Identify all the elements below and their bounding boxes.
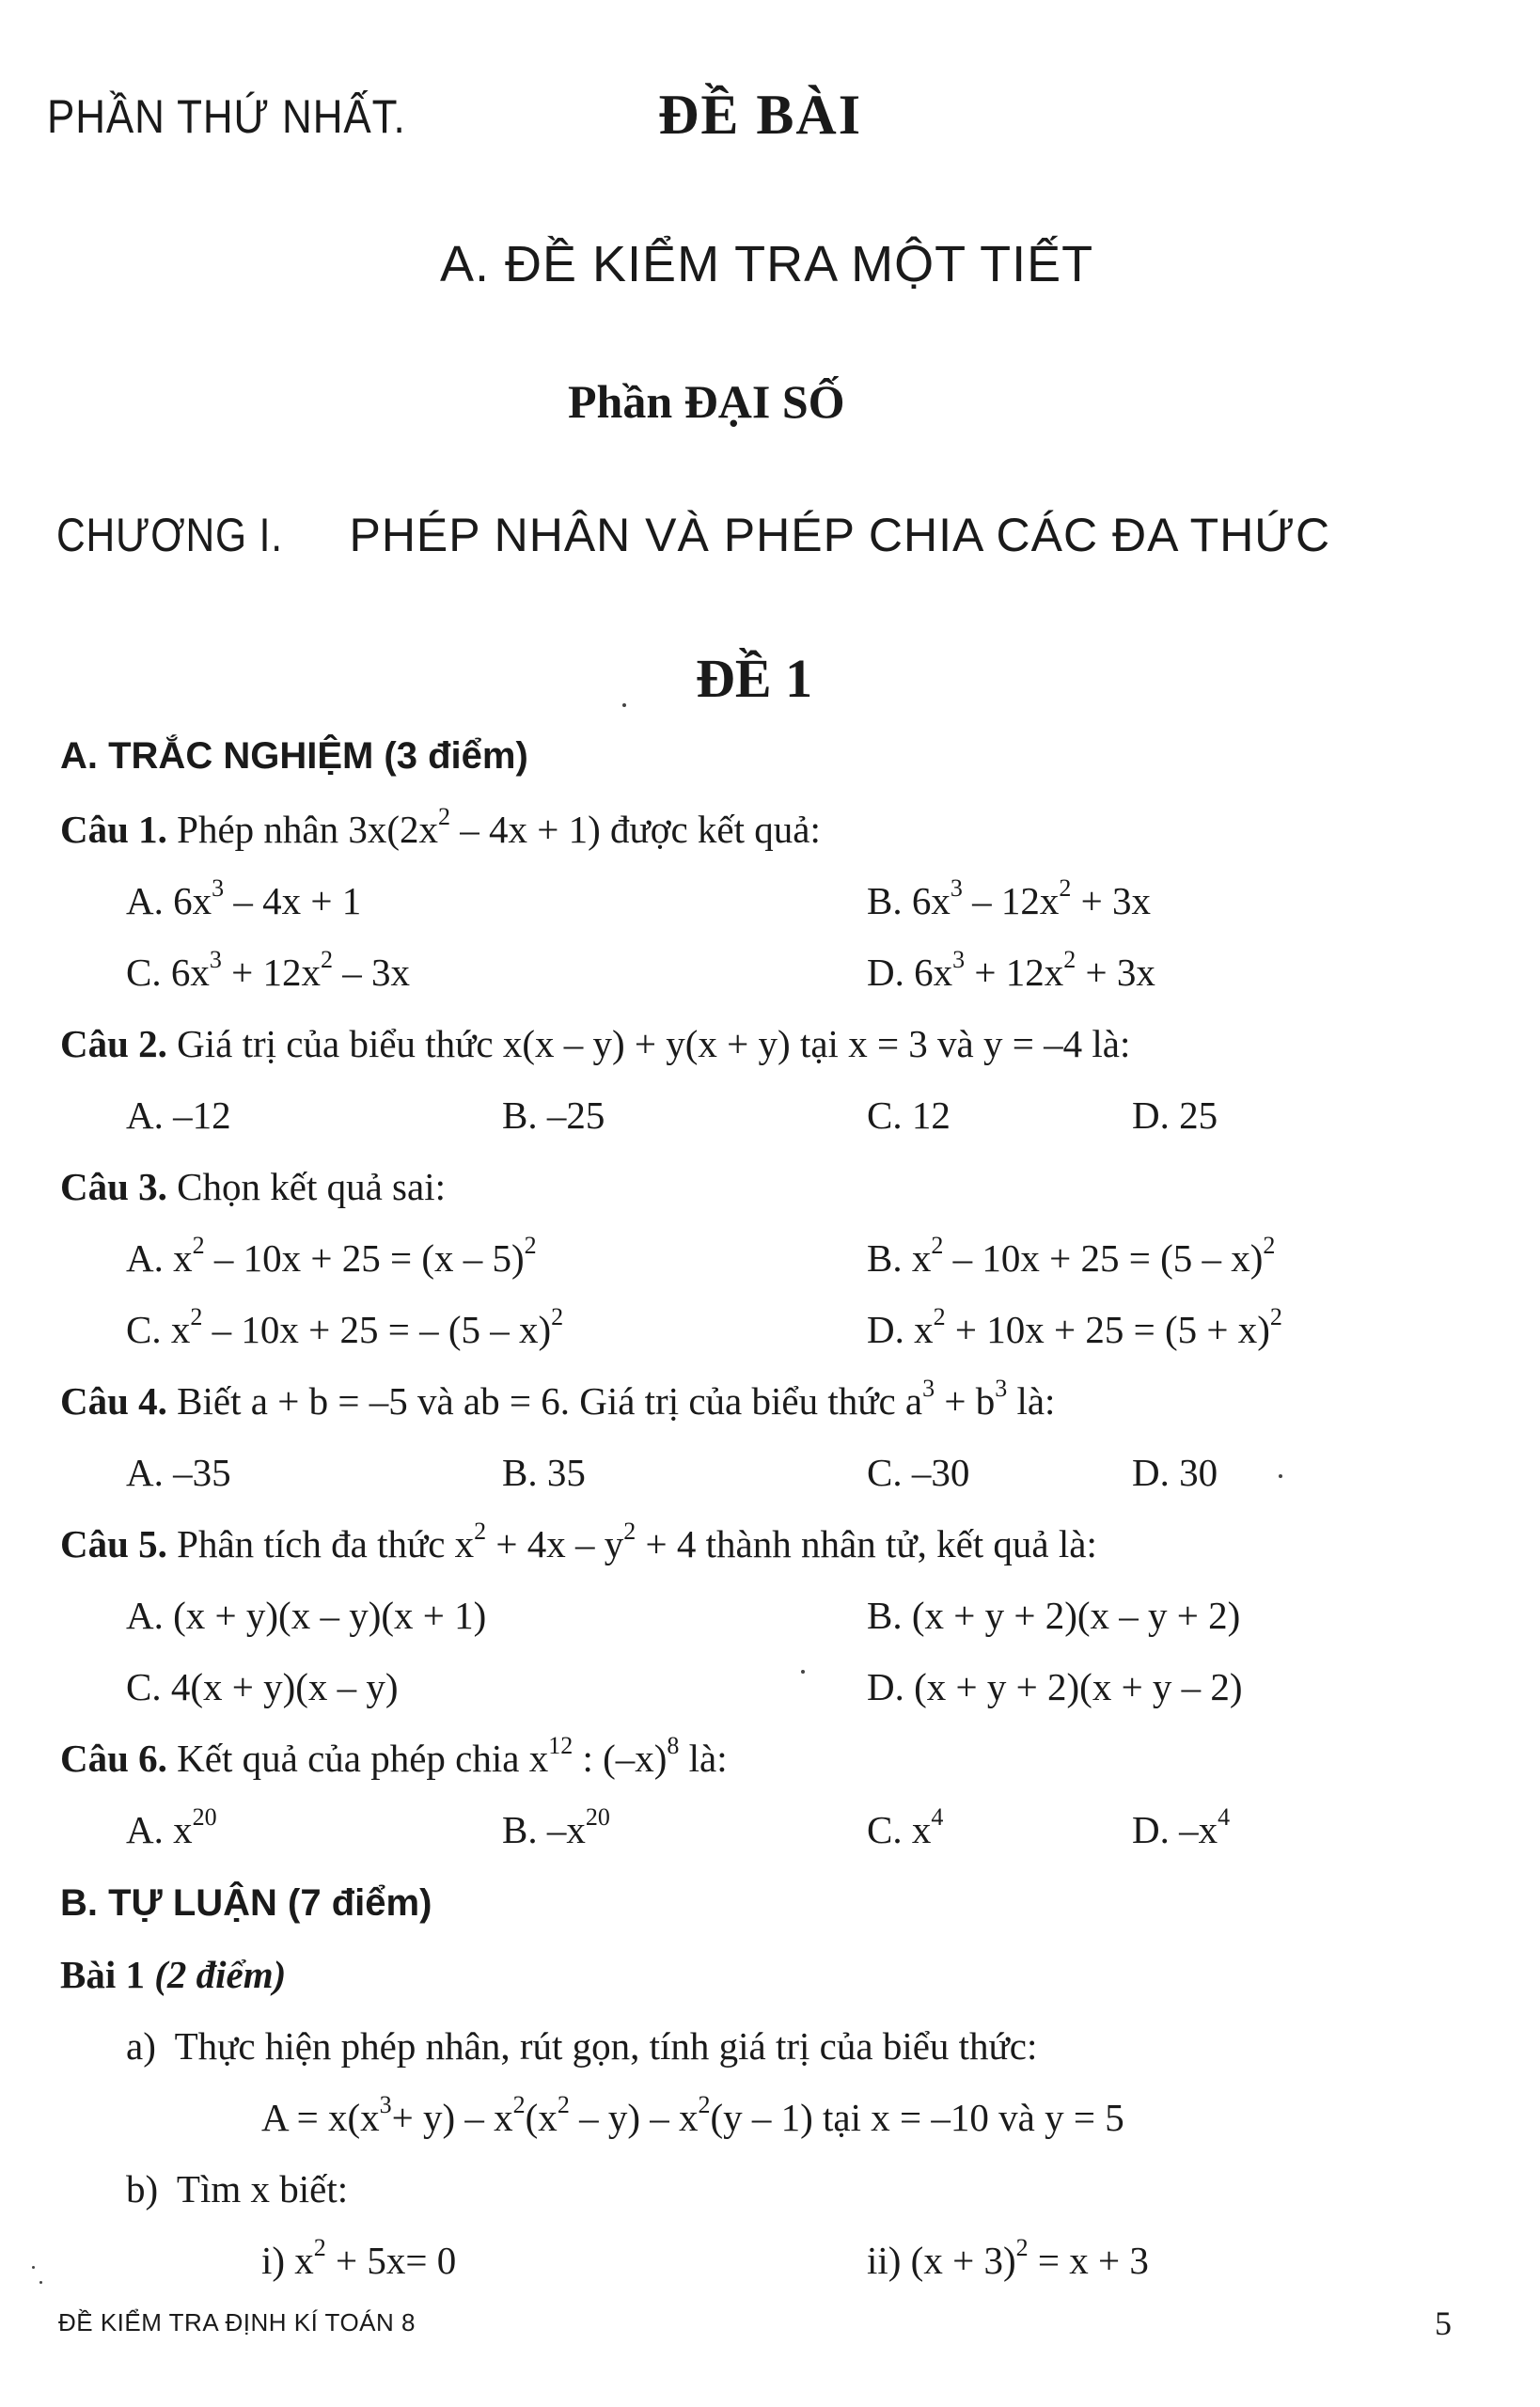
chapter-title: PHÉP NHÂN VÀ PHÉP CHIA CÁC ĐA THỨC: [349, 509, 1331, 561]
question-3: [60, 1164, 446, 1209]
question-6: [60, 1732, 728, 1781]
item-label: b): [126, 2167, 159, 2210]
q4-option-c: C. –30: [867, 1451, 970, 1494]
q2-option-d: D. 25: [1132, 1093, 1218, 1137]
question-label: Câu 3.: [60, 1165, 167, 1208]
exam-title: ĐỀ 1: [696, 648, 813, 709]
exercise-1-heading: [60, 1952, 286, 1997]
chapter-heading: [56, 508, 1330, 562]
question-text: Phân tích đa thức $x^2 + 4x - y^2 + 4$ thành nhân tử, kết quả là:: [177, 1518, 1097, 1565]
exercise-1a-expression: $A = x(x^3+ y) - x^2(x^2 - y) - x^2(y - 1)$ tại x = –10 và y = 5: [261, 2091, 1124, 2139]
page-number: 5: [1435, 2305, 1452, 2342]
exercise-label: Bài 1: [60, 1953, 145, 1996]
question-text: Biết a + b = –5 và ab = 6. Giá trị của biểu thức $a^3 + b^3$ là:: [177, 1375, 1056, 1423]
q1-option-d: D. $6x^3 + 12x^2 + 3x$: [867, 946, 1155, 994]
footer-book-title: ĐỀ KIỂM TRA ĐỊNH KÍ TOÁN 8: [58, 2308, 416, 2336]
q6-option-b: B. $-x^{20}$: [502, 1803, 610, 1851]
q5-option-a: A. (x + y)(x – y)(x + 1): [126, 1594, 487, 1637]
print-speck: [1279, 1474, 1282, 1478]
question-1: [60, 803, 821, 852]
q3-option-c: C. $x^2 - 10x + 25$ = – (5 – x)$^2$: [126, 1303, 564, 1351]
q2-option-b: B. –25: [502, 1093, 605, 1137]
exercise-1b-i: i) $x^2 + 5x= 0$: [261, 2234, 457, 2282]
q3-option-a: A. $x^2 - 10x + 25 = (x - 5)^2$: [126, 1232, 537, 1280]
q6-option-a: A. $x^{20}$: [126, 1803, 217, 1851]
q4-option-d: D. 30: [1132, 1451, 1218, 1494]
exercise-points: (2 điểm): [154, 1953, 287, 1996]
q2-option-c: C. 12: [867, 1093, 951, 1137]
question-label: Câu 4.: [60, 1379, 167, 1423]
question-5: [60, 1518, 1097, 1566]
page-title: ĐỀ BÀI: [658, 84, 863, 146]
q1-option-b: B. $6x^3 - 12x^2 + 3x$: [867, 874, 1151, 922]
multiple-choice-heading: A. TRẮC NGHIỆM (3 điểm): [60, 735, 528, 777]
item-text: Thực hiện phép nhân, rút gọn, tính giá trị của biểu thức:: [174, 2024, 1038, 2068]
question-label: Câu 2.: [60, 1022, 167, 1065]
q5-option-c: C. 4(x + y)(x – y): [126, 1665, 399, 1708]
essay-heading: B. TỰ LUẬN (7 điểm): [60, 1882, 432, 1924]
item-text: Tìm x biết:: [176, 2167, 349, 2210]
question-label: Câu 6.: [60, 1737, 167, 1780]
q4-option-a: A. –35: [126, 1451, 231, 1494]
question-label: Câu 1.: [60, 808, 167, 851]
q1-option-a: A. $6x^3 - 4x + 1$: [126, 874, 362, 922]
question-2: [60, 1021, 1130, 1066]
q5-option-d: D. (x + y + 2)(x + y – 2): [867, 1665, 1243, 1708]
chapter-number: CHƯƠNG I.: [56, 509, 283, 561]
print-speck: [801, 1670, 805, 1674]
q6-option-d: D. $-x^4$: [1132, 1803, 1231, 1851]
exercise-1a: [126, 2023, 1037, 2069]
item-label: a): [126, 2024, 156, 2068]
question-text: Giá trị của biểu thức x(x – y) + y(x + y) tại x = 3 và y = –4 là:: [177, 1022, 1131, 1065]
q1-option-c: C. $6x^3 + 12x^2 - 3x$: [126, 946, 410, 994]
question-4: [60, 1375, 1056, 1424]
q4-option-b: B. 35: [502, 1451, 586, 1494]
print-speck: [39, 2281, 42, 2284]
question-text: Kết quả của phép chia $x^{12}$ : $(-x)^8$ là:: [177, 1732, 728, 1780]
exercise-1b-ii: ii) $(x + 3)^2 = x + 3$: [867, 2234, 1149, 2282]
question-text: Chọn kết quả sai:: [177, 1165, 446, 1208]
question-text: Phép nhân $3x(2x^2 - 4x + 1)$ được kết quả:: [177, 803, 821, 851]
part-title: Phần ĐẠI SỐ: [568, 375, 845, 428]
exercise-1b: [126, 2166, 348, 2211]
part-label: PHẦN THỨ NHẤT.: [47, 90, 406, 143]
section-a-title: A. ĐỀ KIỂM TRA MỘT TIẾT: [440, 236, 1094, 292]
q6-option-c: C. $x^4$: [867, 1803, 944, 1851]
q3-option-d: D. $x^2 + 10x + 25 = (5 + x)^2$: [867, 1303, 1282, 1351]
q3-option-b: B. $x^2 - 10x + 25 = (5 - x)^2$: [867, 1232, 1276, 1280]
question-label: Câu 5.: [60, 1522, 167, 1565]
print-speck: [622, 703, 626, 707]
print-speck: [32, 2266, 35, 2269]
q2-option-a: A. –12: [126, 1093, 231, 1137]
q5-option-b: B. (x + y + 2)(x – y + 2): [867, 1594, 1241, 1637]
